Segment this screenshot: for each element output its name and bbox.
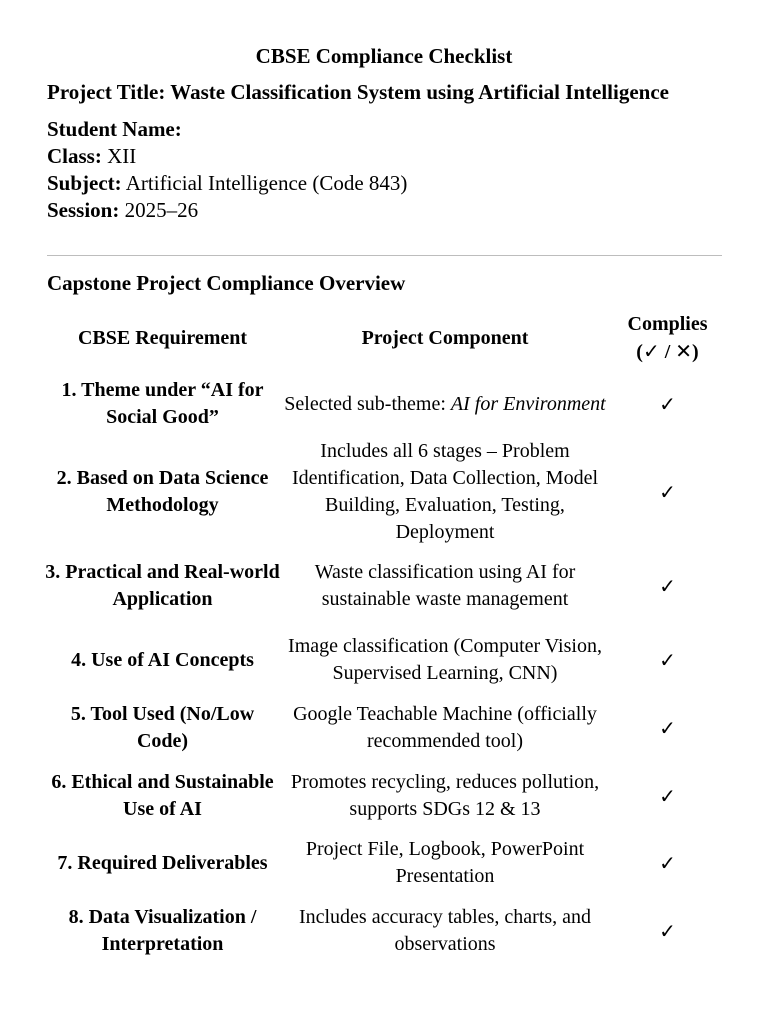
component-cell: Google Teachable Machine (officially recommended tool) — [293, 703, 597, 752]
session-label: Session: — [47, 198, 120, 222]
table-row — [45, 546, 725, 626]
table-row — [45, 626, 725, 694]
table-row — [45, 896, 725, 966]
section-title: Capstone Project Compliance Overview — [47, 271, 406, 295]
component-cell: Image classification (Computer Vision, Supervised Learning, CNN) — [288, 635, 602, 684]
check-icon: ✓ — [659, 647, 676, 672]
table-row — [45, 762, 725, 830]
component-cell: Waste classification using AI for sustainable waste management — [314, 561, 576, 610]
table-row — [45, 694, 725, 762]
component-cell: Promotes recycling, reduces pollution, supports SDGs 12 & 13 — [290, 771, 600, 820]
class-label: Class: — [47, 144, 102, 168]
check-icon: ✓ — [659, 573, 676, 598]
requirement-cell: 1. Theme under “AI for Social Good” — [61, 379, 264, 428]
check-icon: ✓ — [659, 715, 676, 740]
check-icon: ✓ — [659, 391, 676, 416]
requirement-cell: 3. Practical and Real-world Application — [45, 561, 280, 610]
requirement-cell: 7. Required Deliverables — [57, 851, 268, 874]
header-requirement: CBSE Requirement — [77, 326, 248, 349]
component-cell: Includes all 6 stages – Problem Identification, Data Collection, Model Building, Evaluation, Testing, Deployment — [291, 440, 599, 543]
requirement-cell: 8. Data Visualization / Interpretation — [68, 906, 257, 955]
subject-field — [47, 171, 407, 196]
header-complies-label: Complies — [627, 312, 708, 335]
check-icon: ✓ — [659, 918, 676, 943]
legend-separator: / — [659, 340, 676, 363]
requirement-cell: 5. Tool Used (No/Low Code) — [70, 703, 255, 752]
table-header-row — [45, 306, 725, 370]
session-value: 2025–26 — [124, 198, 199, 222]
component-cell — [280, 370, 610, 438]
requirement-cell: 4. Use of AI Concepts — [71, 648, 254, 671]
subject-value: Artificial Intelligence (Code 843) — [125, 171, 408, 195]
requirement-cell: 6. Ethical and Sustainable Use of AI — [51, 771, 274, 820]
legend-open-paren: ( — [636, 340, 643, 363]
component-text: Selected sub-theme: — [284, 392, 451, 415]
header-complies — [610, 306, 725, 370]
component-cell: Project File, Logbook, PowerPoint Presentation — [305, 838, 585, 887]
check-icon: ✓ — [659, 850, 676, 875]
student-name-label: Student Name: — [47, 117, 182, 141]
component-emphasis: AI for Environment — [450, 392, 606, 415]
requirement-cell: 2. Based on Data Science Methodology — [56, 467, 269, 516]
project-title: Project Title: Waste Classification System using Artificial Intelligence — [47, 80, 669, 104]
check-icon: ✓ — [659, 479, 676, 504]
header-complies-legend — [610, 338, 725, 366]
table-row — [45, 370, 725, 438]
check-icon: ✓ — [659, 783, 676, 808]
class-field — [47, 144, 136, 169]
subject-label: Subject: — [47, 171, 122, 195]
table-row — [45, 830, 725, 896]
compliance-table — [45, 306, 725, 966]
cross-icon: ✕ — [675, 338, 693, 363]
class-value: XII — [107, 144, 137, 168]
header-component: Project Component — [361, 326, 529, 349]
student-name-field — [47, 117, 182, 142]
session-field — [47, 198, 198, 223]
legend-close-paren: ) — [692, 340, 699, 363]
check-icon: ✓ — [642, 338, 660, 363]
table-row — [45, 438, 725, 546]
document-title: CBSE Compliance Checklist — [255, 44, 513, 68]
component-cell: Includes accuracy tables, charts, and observations — [298, 906, 592, 955]
section-divider — [47, 255, 722, 256]
